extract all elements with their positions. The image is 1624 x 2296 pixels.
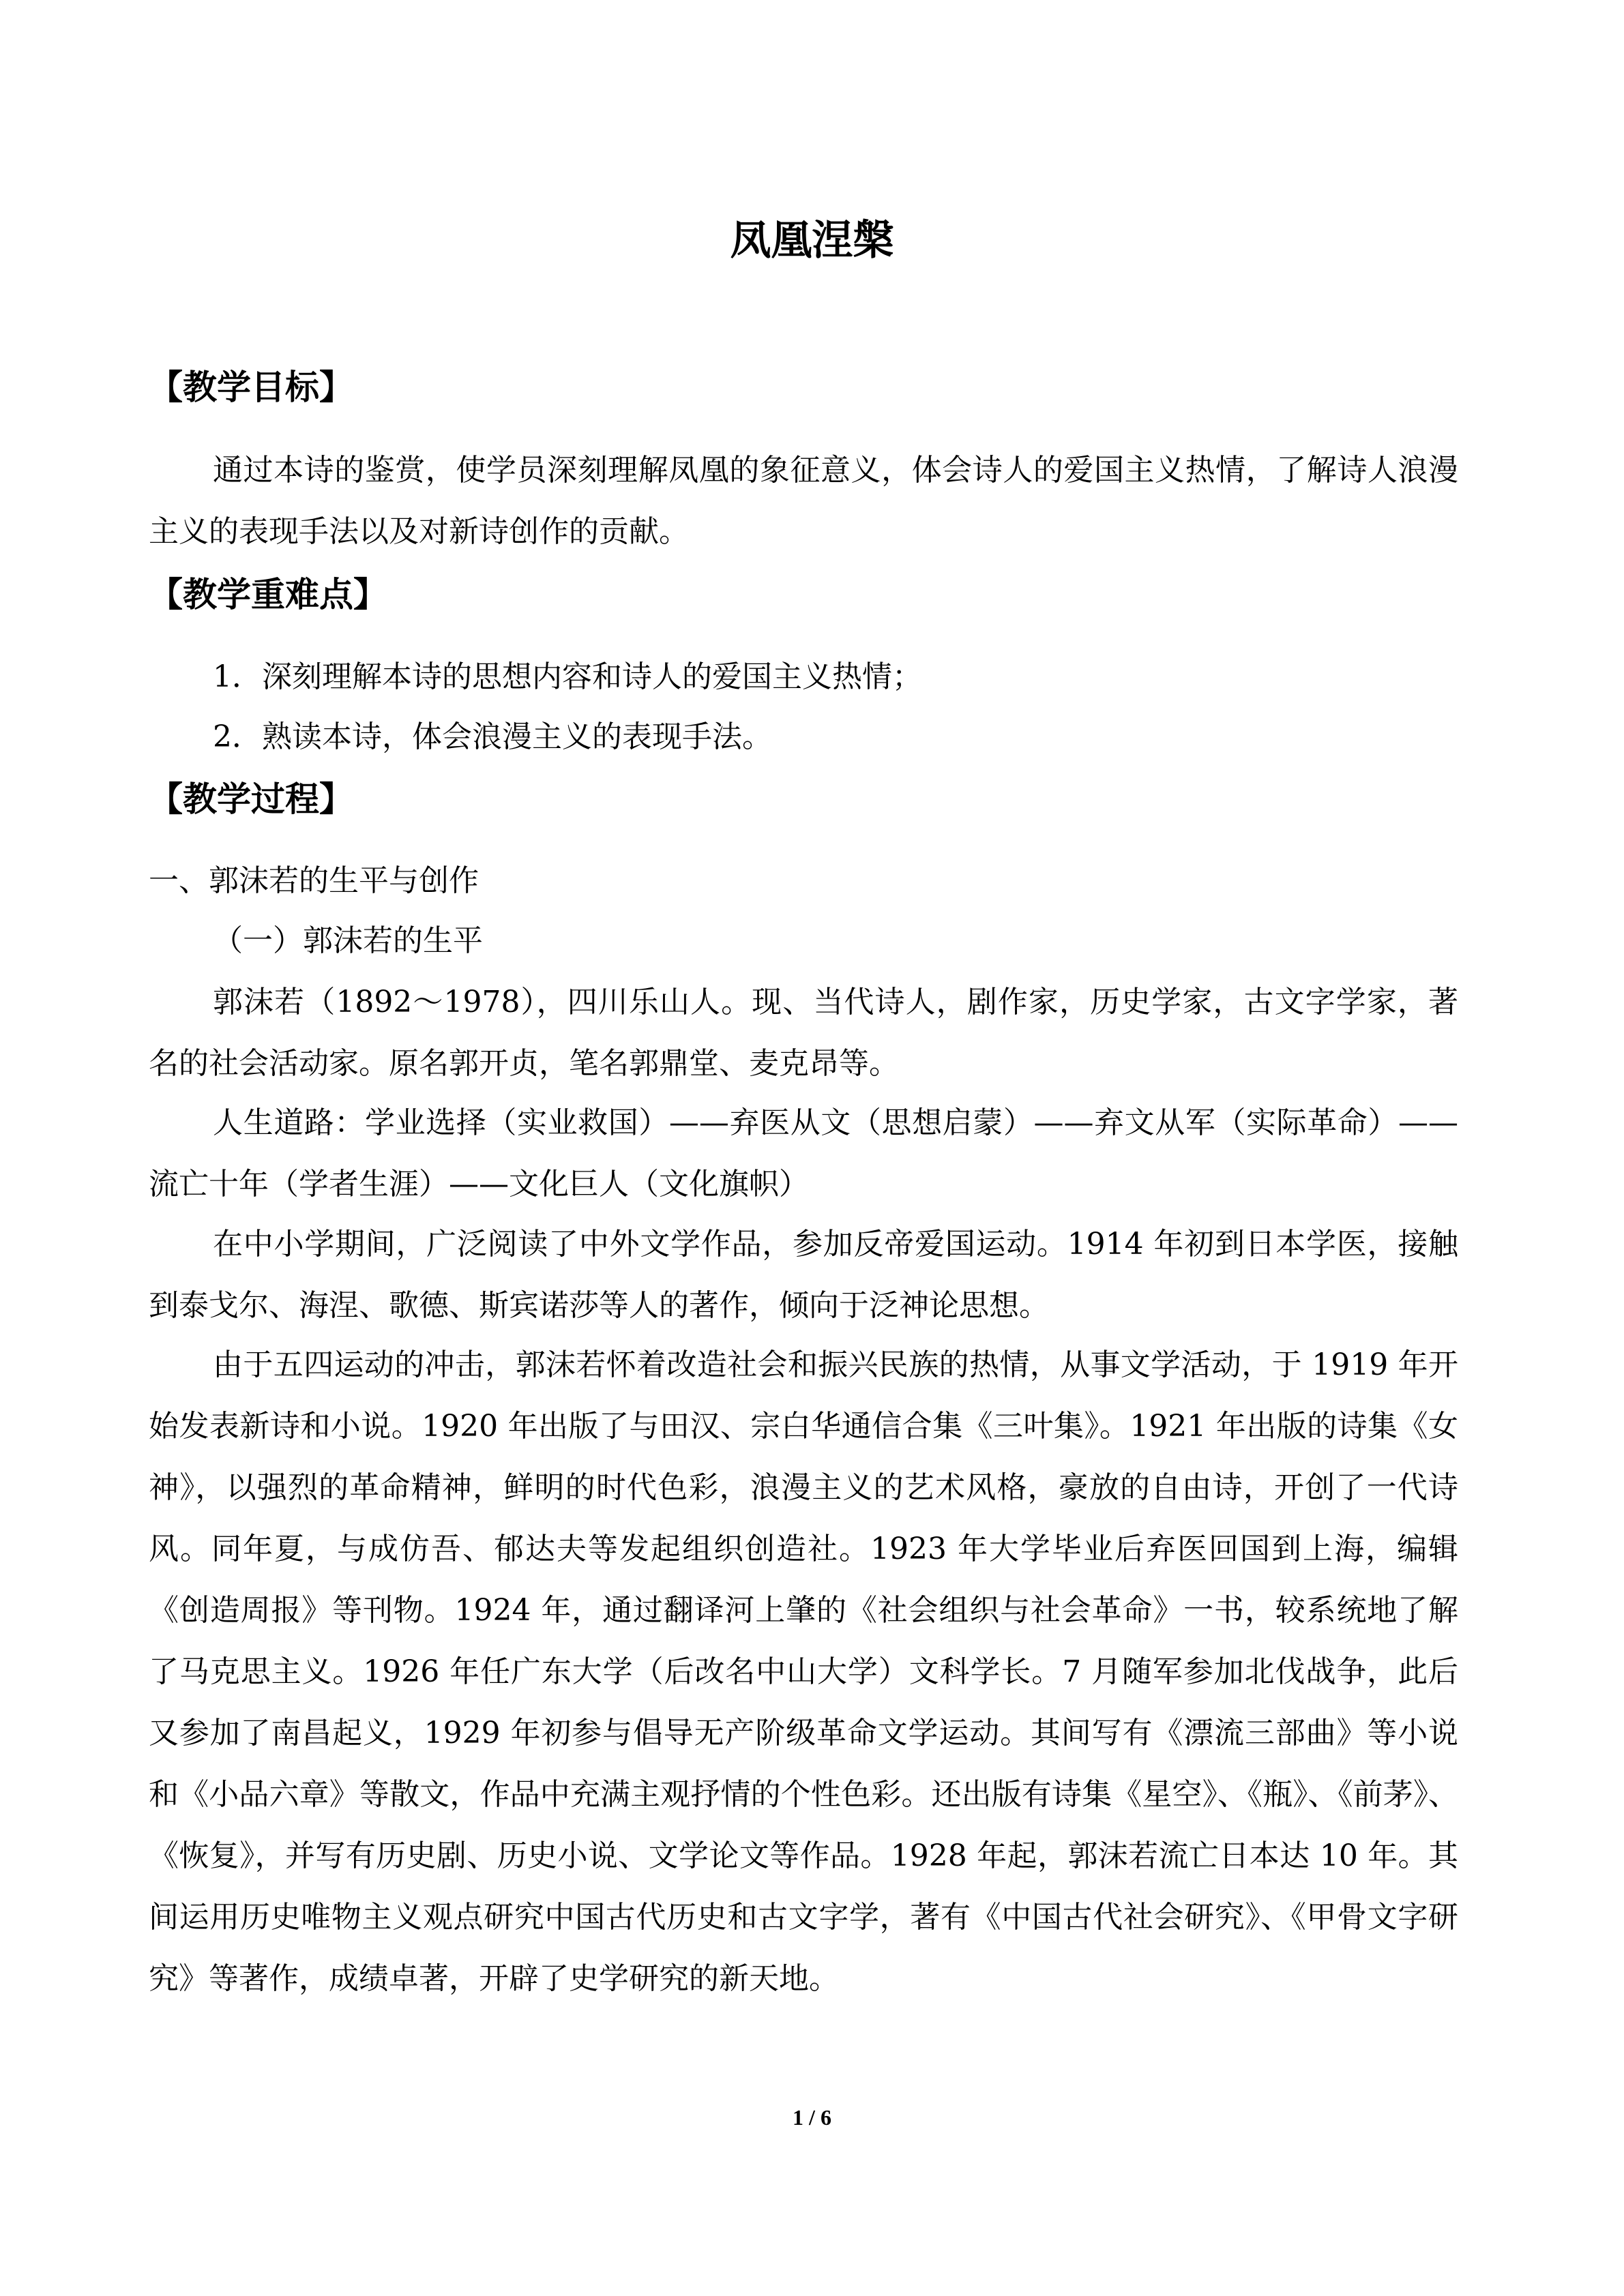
bio-paragraph-2: 人生道路：学业选择（实业救国）——弃医从文（思想启蒙）——弃文从军（实际革命）——流亡十年（学者生涯）——文化巨人（文化旗帜） [149,1105,1458,1202]
page-title: 凤凰涅槃 [730,217,894,265]
bio-paragraph-3: 在中小学期间，广泛阅读了中外文学作品，参加反帝爱国运动。1914 年初到日本学医，接触到泰戈尔、海涅、歌德、斯宾诺莎等人的著作，倾向于泛神论思想。 [149,1227,1458,1323]
heading-teaching-process: 【教学过程】 [149,779,353,819]
objectives-paragraph: 通过本诗的鉴赏，使学员深刻理解凤凰的象征意义，体会诗人的爱国主义热情，了解诗人浪漫主义的表现手法以及对新诗创作的贡献。 [149,453,1458,549]
process-part1-subtitle: （一）郭沫若的生平 [213,923,483,958]
heading-key-points: 【教学重难点】 [149,575,387,614]
heading-teaching-objectives: 【教学目标】 [149,368,353,407]
page-number: 1 / 6 [793,2105,831,2130]
process-part1-title: 一、郭沫若的生平与创作 [149,863,479,898]
bio-paragraph-4: 由于五四运动的冲击，郭沫若怀着改造社会和振兴民族的热情，从事文学活动，于 1919 年开始发表新诗和小说。1920 年出版了与田汉、宗白华通信合集《三叶集》。1921 年出版的诗集《女神》，以强烈的革命精神，鲜明的时代色彩，浪漫主义的艺术风格，豪放的自由诗，开创了一代诗风。同年夏，与成仿吾、郁达夫等发起组织创造社。1923 年大学毕业后弃医回国到上海，编辑《创造周报》等刊物。1924 年，通过翻译河上肇的《社会组织与社会革命》一书，较系统地了解了马克思主义。1926 年任广东大学（后改名中山大学）文科学长。7 月随军参加北伐战争，此后又参加了南昌起义，1929 年初参与倡导无产阶级革命文学运动。其间写有《漂流三部曲》等小说和《小品六章》等散文，作品中充满主观抒情的个性色彩。还出版有诗集《星空》、《瓶》、《前茅》、《恢复》，并写有历史剧、历史小说、文学论文等作品。1928 年起，郭沫若流亡日本达 10 年。其间运用历史唯物主义观点研究中国古代历史和古文字学，著有《中国古代社会研究》、《甲骨文字研究》等著作，成绩卓著，开辟了史学研究的新天地。 [149,1347,1458,1996]
key-point-item-2: 2．熟读本诗，体会浪漫主义的表现手法。 [213,719,772,754]
bio-paragraph-1: 郭沫若（1892～1978），四川乐山人。现、当代诗人，剧作家，历史学家，古文字学家，著名的社会活动家。原名郭开贞，笔名郭鼎堂、麦克昂等。 [149,985,1458,1081]
key-point-item-1: 1．深刻理解本诗的思想内容和诗人的爱国主义热情； [213,659,922,694]
